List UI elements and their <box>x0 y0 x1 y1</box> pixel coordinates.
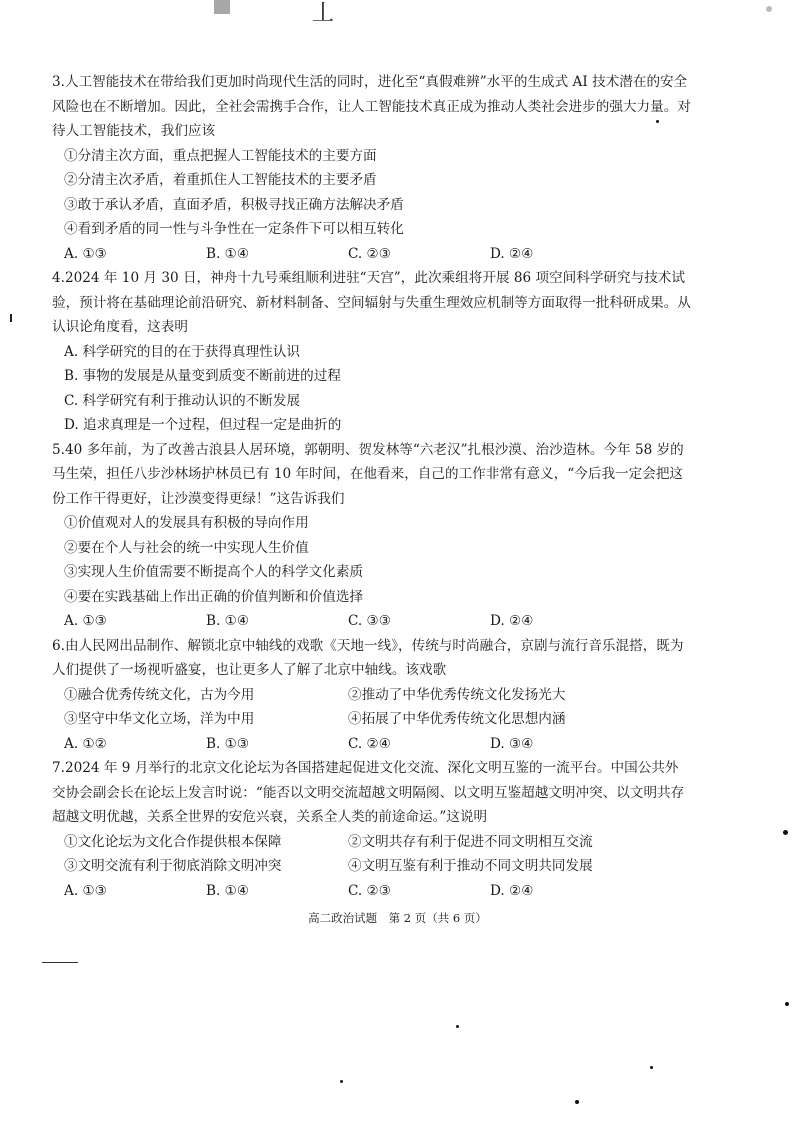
choice-a: A. ①③ <box>64 245 107 262</box>
choice-a: A. ①③ <box>64 882 107 899</box>
question-6-statement-2: ②推动了中华优秀传统文化发扬光大 <box>348 686 566 703</box>
choice-b: B. ①④ <box>206 882 250 899</box>
question-5-statement-1: ①价值观对人的发展具有积极的导向作用 <box>64 515 309 531</box>
choice-b: B. 事物的发展是从量变到质变不断前进的过程 <box>64 368 341 384</box>
scan-speck <box>766 6 772 12</box>
choice-a: A. ①③ <box>64 613 107 629</box>
choice-d: D. ③④ <box>490 735 534 752</box>
question-7 <box>52 756 692 903</box>
scan-speck <box>340 1080 343 1083</box>
choice-d: D. ②④ <box>490 613 534 629</box>
question-3-statement-2: ②分清主次矛盾，着重抓住人工智能技术的主要矛盾 <box>64 172 377 188</box>
scan-mark <box>214 0 230 14</box>
question-5-stem: 5.40 多年前，为了改善古浪县人居环境，郭朝明、贺发林等“六老汉”扎根沙漠、治沙造林。今年 58 岁的马生荣，担任八步沙林场护林员已有 10 年时间，在他看来，自己的工作非常有意义，“今后我一定会把这份工作干得更好，让沙漠变得更绿！”这告诉我们 <box>52 441 684 507</box>
choice-c: C. ③③ <box>348 613 391 629</box>
choice-d: D. ②④ <box>490 882 534 899</box>
question-list <box>52 70 692 903</box>
choice-d: D. ②④ <box>490 245 534 262</box>
page-footer: 高二政治试题 第 2 页（共 6 页） <box>308 911 487 925</box>
choice-b: B. ①③ <box>206 735 250 752</box>
question-6-statement-3: ③坚守中华文化立场，洋为中用 <box>64 711 255 727</box>
footer-rule <box>42 962 78 963</box>
question-5 <box>52 438 692 634</box>
top-glyph: 丄 <box>312 1 335 26</box>
question-3-stem: 3.人工智能技术在带给我们更加时尚现代生活的同时，进化至“真假难辨”水平的生成式 AI 技术潜在的安全风险也在不断增加。因此，全社会需携手合作，让人工智能技术真正成为推动人类社会进步的强大力量。对待人工智能技术，我们应该 <box>52 74 691 139</box>
choice-c: C. ②③ <box>348 882 391 899</box>
question-7-statement-4: ④文明互鉴有利于推动不同文明共同发展 <box>348 858 593 874</box>
scan-speck <box>456 1025 459 1028</box>
question-5-choices <box>64 609 692 634</box>
question-5-statement-3: ③实现人生价值需要不断提高个人的科学文化素质 <box>64 564 364 580</box>
scan-speck <box>575 1100 579 1104</box>
question-4 <box>52 266 692 438</box>
question-6 <box>52 634 692 757</box>
choice-c: C. 科学研究有利于推动认识的不断发展 <box>64 392 301 409</box>
scan-speck <box>783 830 788 835</box>
question-3-choices <box>64 242 692 267</box>
choice-b: B. ①④ <box>206 245 250 262</box>
choice-a: A. ①② <box>64 735 107 752</box>
question-6-statement-1: ①融合优秀传统文化，古为今用 <box>64 686 255 703</box>
choice-b: B. ①④ <box>206 613 250 629</box>
choice-c: C. ②③ <box>348 245 391 262</box>
scan-speck <box>650 1066 653 1069</box>
question-4-stem: 4.2024 年 10 月 30 日，神舟十九号乘组顺利进驻“天宫”，此次乘组将开展 86 项空间科学研究与技术试验，预计将在基础理论前沿研究、新材料制备、空间辐射与失重生理效应机制等方面取得一批科研成果。从认识论角度看，这表明 <box>52 270 691 335</box>
question-7-stem: 7.2024 年 9 月举行的北京文化论坛为各国搭建起促进文化交流、深化文明互鉴的一流平台。中国公共外交协会副会长在论坛上发言时说：“能否以文明交流超越文明隔阂、以文明互鉴超越文明冲突、以文明共存超越文明优越，关系全世界的安危兴衰，关系全人类的前途命运。”这说明 <box>52 760 685 825</box>
question-3 <box>52 70 692 266</box>
question-6-stem: 6.由人民网出品制作、解锁北京中轴线的戏歌《天地一线》，传统与时尚融合，京剧与流行音乐混搭，既为人们提供了一场视听盛宴，也让更多人了解了北京中轴线。该戏歌 <box>52 637 684 678</box>
question-7-choices <box>64 879 692 904</box>
question-7-statement-2: ②文明共存有利于促进不同文明相互交流 <box>348 833 593 850</box>
question-6-statements-row-2 <box>64 707 692 732</box>
question-6-statement-4: ④拓展了中华优秀传统文化思想内涵 <box>348 711 566 727</box>
question-7-statement-1: ①文化论坛为文化合作提供根本保障 <box>64 833 282 850</box>
choice-c: C. ②④ <box>348 735 391 752</box>
question-3-statement-4: ④看到矛盾的同一性与斗争性在一定条件下可以相互转化 <box>64 221 404 237</box>
choice-a: A. 科学研究的目的在于获得真理性认识 <box>64 343 300 360</box>
scan-speck <box>785 1002 789 1006</box>
question-6-statements-row-1 <box>64 683 692 708</box>
question-5-statement-2: ②要在个人与社会的统一中实现人生价值 <box>64 539 309 556</box>
scan-mark-left <box>10 314 12 322</box>
question-3-statement-3: ③敢于承认矛盾，直面矛盾，积极寻找正确方法解决矛盾 <box>64 196 404 213</box>
question-7-statements-row-2 <box>64 854 692 879</box>
question-5-statement-4: ④要在实践基础上作出正确的价值判断和价值选择 <box>64 588 364 605</box>
choice-d: D. 追求真理是一个过程，但过程一定是曲折的 <box>64 417 342 433</box>
question-3-statement-1: ①分清主次方面，重点把握人工智能技术的主要方面 <box>64 147 377 164</box>
question-7-statement-3: ③文明交流有利于彻底消除文明冲突 <box>64 858 282 874</box>
question-7-statements-row-1 <box>64 830 692 855</box>
question-6-choices <box>64 732 692 757</box>
